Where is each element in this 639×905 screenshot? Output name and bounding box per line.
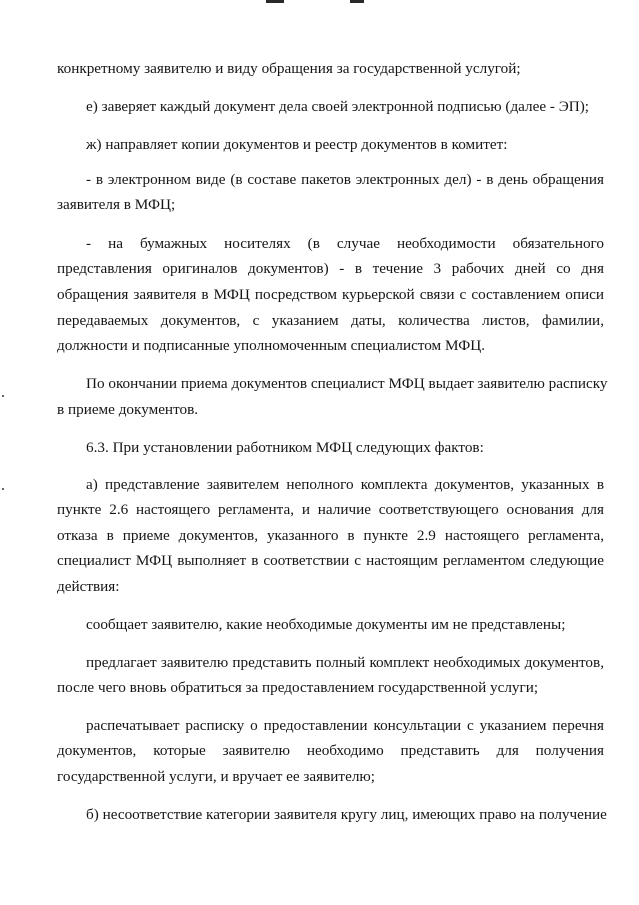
text-line: а) представление заявителем неполного комплекта документов, указанных в	[86, 476, 604, 493]
text-line: документов, которые заявителю необходимо представить для получения	[57, 742, 604, 759]
text-line: представления оригиналов документов) - в течение 3 рабочих дней со дня	[57, 260, 604, 277]
text-line: - на бумажных носителях (в случае необходимости обязательного	[86, 235, 604, 252]
text-line: пункте 2.6 настоящего регламента, и наличие соответствующего основания для	[57, 501, 604, 518]
text-line: отказа в приеме документов, указанного в пункте 2.9 настоящего регламента,	[57, 527, 604, 544]
text-line: предлагает заявителю представить полный комплект необходимых документов,	[86, 654, 604, 671]
margin-mark	[2, 488, 4, 490]
text-line: должности и подписанные уполномоченным специалистом МФЦ.	[57, 337, 486, 354]
text-line: конкретному заявителю и виду обращения за государственной услугой;	[57, 60, 521, 77]
text-line: государственной услуги, и вручает ее заявителю;	[57, 768, 375, 785]
text-line: передаваемых документов, с указанием даты, количества листов, фамилии,	[57, 312, 604, 329]
text-line: По окончании приема документов специалист МФЦ выдает заявителю расписку	[86, 375, 608, 392]
text-line: б) несоответствие категории заявителя кругу лиц, имеющих право на получение	[86, 806, 607, 823]
text-line: специалист МФЦ выполняет в соответствии с настоящим регламентом следующие	[57, 552, 604, 569]
text-line: ж) направляет копии документов и реестр документов в комитет:	[86, 136, 508, 153]
text-line: - в электронном виде (в составе пакетов электронных дел) - в день обращения	[86, 171, 604, 188]
text-line: после чего вновь обратиться за предоставлением государственной услуги;	[57, 679, 539, 696]
text-line: е) заверяет каждый документ дела своей электронной подписью (далее - ЭП);	[86, 98, 590, 115]
text-line: распечатывает расписку о предоставлении консультации с указанием перечня	[86, 717, 604, 734]
text-line: действия:	[57, 578, 120, 595]
page-top-mark	[266, 0, 366, 4]
text-line: заявителя в МФЦ;	[57, 196, 176, 213]
text-line: в приеме документов.	[57, 401, 199, 418]
text-line: 6.3. При установлении работником МФЦ следующих фактов:	[86, 439, 484, 456]
margin-mark	[2, 395, 4, 397]
text-line: сообщает заявителю, какие необходимые документы им не представлены;	[86, 616, 566, 633]
text-line: обращения заявителя в МФЦ посредством курьерской связи с составлением описи	[57, 286, 604, 303]
